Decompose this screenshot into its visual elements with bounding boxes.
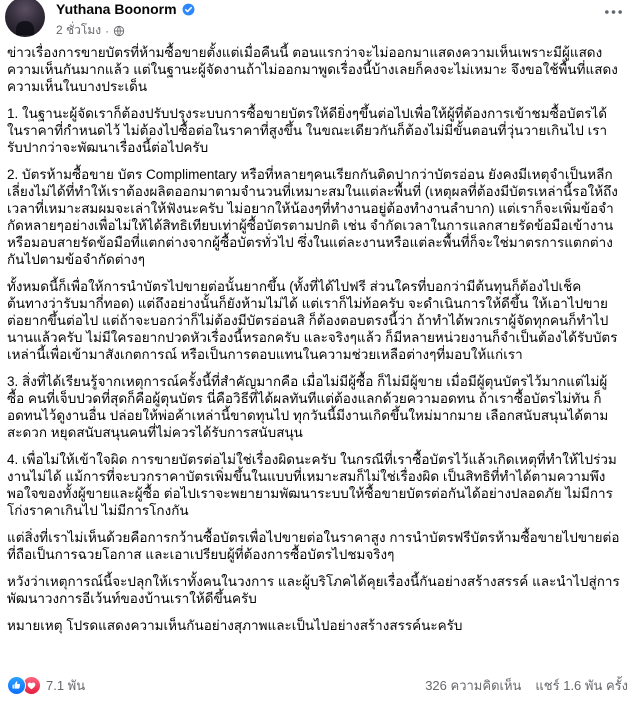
globe-icon (113, 25, 125, 37)
post-paragraph: ข่าวเรื่องการขายบัตรที่ห้ามซื้อขายตั้งแต่เมื่อคืนนี้ ตอนแรกว่าจะไม่ออกมาแสดงความเห็นเพราะมีผู้แสดงความเห็นกันมากแล้ว แต่ในฐานะผู้จัดงานถ้าไม่ออกมาพูดเรื่องนี้บ้างเลยก็คงจะไม่เหมาะ จึงขอใช้พื้นที่แสดงความเห็นในบางประเด็น (7, 45, 618, 94)
more-options-button[interactable] (599, 1, 627, 23)
post-body (0, 42, 640, 634)
header-meta (56, 0, 195, 40)
comment-count[interactable]: 326 ความคิดเห็น (425, 677, 522, 693)
avatar[interactable] (5, 0, 45, 37)
post-paragraph: 3. สิ่งที่ได้เรียนรู้จากเหตุการณ์ครั้งนี้ที่สำคัญมากคือ เมื่อไม่มีผู้ซื้อ ก็ไม่มีผู้ขาย เมื่อมีผู้ตุนบัตรไว้มากแต่ไม่ผู้ซื้อ คนที่เจ็บปวดที่สุดก็คือผู้ตุนบัตร นี่คือวิธีที่ได้ผลทันทีแต่ต้องแลกด้วยความอดทน ถ้าเราซื้อบัตรไม่ทัน ก็อดทนไว้ดูงานอื่น ปล่อยให้พ่อค้าเหล่านี้ขาดทุนไป ทุกวันนี้มีงานเกิดขึ้นใหม่มากมาย เลือกสนับสนุนได้ตามสะดวก หยุดสนับสนุนคนที่ไม่ควรได้รับการสนับสนุน (7, 374, 609, 440)
post-header (0, 0, 640, 42)
post-paragraph: หวังว่าเหตุการณ์นี้จะปลุกให้เราทั้งคนในวงการ และผู้บริโภคได้คุยเรื่องนี้กันอย่างสร้างสรรค์ และนำไปสู่การพัฒนาวงการอีเว้นท์ของบ้านเราให้ดีขึ้นครับ (7, 574, 620, 606)
post-paragraph: 2. บัตรห้ามซื้อขาย บัตร Complimentary หรือที่หลายๆคนเรียกกันติดปากว่าบัตรอ่อน ยังคงมีเหตุจำเป็นหลีกเลี่ยงไม่ได้ที่ทำให้เราต้องผลิตออกมาตามจำนวนที่เหมาะสมในแต่ละพื้นที่ (เหตุผลที่ต้องมีบัตรเหล่านี้รอให้ถึงเวลาที่เหมาะสมผมจะเล่าให้ฟังนะครับ ไม่อยากให้น้องๆที่ทำงานอยู่ต้องทำงานลำบาก) แต่เราก็จะเพิ่มข้อจำกัดหลายๆอย่างเพื่อไม่ให้ได้สิทธิเทียบเท่าผู้ซื้อบัตรตามปกติ เช่น จำกัดเวลาในการแลกสายรัดข้อมือเข้างาน หรือมอบสายรัดข้อมือที่แตกต่างจากผู้ซื้อบัตรทั่วไป ซึ่งในแต่ละงานหรือแต่ละพื้นที่ก็จะใช่มาตรการแตกต่างกันไปตามข้อจำกัดต่างๆ (7, 167, 618, 267)
post-paragraph: หมายเหตุ โปรดแสดงความเห็นกันอย่างสุภาพและเป็นไปอย่างสร้างสรรค์นะครับ (7, 618, 463, 633)
reactions-summary[interactable] (7, 675, 85, 696)
engagement-bar (0, 672, 640, 698)
like-icon (7, 676, 26, 695)
separator-dot: · (105, 23, 110, 38)
author-name[interactable]: Yuthana Boonorm (56, 1, 177, 17)
post-paragraph: แต่สิ่งที่เราไม่เห็นด้วยคือการกว้านซื้อบัตรเพื่อไปขายต่อในราคาสูง การนำบัตรฟรีบัตรห้ามซื้อขายไปขายต่อ ที่ถือเป็นการฉวยโอกาส และเอาเปรียบผู้ที่ต้องการซื้อบัตรไปชมจริงๆ (7, 530, 624, 562)
timestamp[interactable]: 2 ชั่วโมง (56, 23, 102, 37)
reaction-icons (7, 676, 41, 695)
post-paragraph: ทั้งหมดนี้ก็เพื่อให้การนำบัตรไปขายต่อนั้นยากขึ้น (ทั้งที่ได้ไปฟรี ส่วนใครที่บอกว่ามีต้นทุนก็ต้องไปเช็คต้นทางว่ารับมากี่ทอด) แต่ถึงอย่างนั้นก็ยังห้ามไม่ได้ แต่เราก็ไม่ท้อครับ จะดำเนินการให้ดีขึ้น ให้เอาไปขายต่อยากขึ้นต่อไป แต่ถ้าจะบอกว่าก็ไม่ต้องมีบัตรอ่อนสิ ก็ต้องตอบตรงนี้ว่า ถ้าทำได้พวกเราผู้จัดทุกคนก็ทำไปนานแล้วครับ ไม่มีใครอยากปวดหัวเรื่องนี้หรอกครับ และจริงๆแล้ว ก็มีหลายหน่วยงานก็จำเป็นต้องได้รับบัตรเหล่านี้เพื่อเข้ามาสังเกตการณ์ หรือเป็นการตอบแทนในความช่วยเหลือต่างๆที่มอบให้แก่เรา (7, 279, 618, 362)
share-count[interactable]: แชร์ 1.6 พัน ครั้ง (535, 677, 628, 693)
post-paragraph: 4. เพื่อไม่ให้เข้าใจผิด การขายบัตรต่อไม่ใช่เรื่องผิดนะครับ ในกรณีที่เราซื้อบัตรไว้แล้วเกิดเหตุที่ทำให้ไปร่วมงานไม่ได้ แม้การที่จะบวกราคาบัตรเพิ่มขึ้นในแบบที่เหมาะสมก็ไม่ใช่เรื่องผิด เป็นสิทธิที่ทำได้ตามความพึงพอใจของทั้งผู้ขายและผู้ซื้อ ต่อไปเราจะพยายามพัฒนาระบบให้ซื้อขายบัตรต่อกันได้อย่างปลอดภัย ไม่มีการโก่งราคาเกินไป ไม่มีการโกงกัน (7, 452, 617, 518)
reaction-count[interactable]: 7.1 พัน (46, 677, 86, 693)
more-options-icon (604, 9, 623, 15)
verified-badge-icon (182, 3, 195, 16)
post-paragraph: 1. ในฐานะผู้จัดเราก็ต้องปรับปรุงระบบการซื้อขายบัตรให้ดียิ่งๆขึ้นต่อไปเพื่อให้ผู้ที่ต้องการเข้าชมซื้อบัตรได้ในราคาที่กำหนดไว้ ไม่ต้องไปซื้อต่อในราคาที่สูงขึ้น ในขณะเดียวกันก็ต้องไม่มีขั้นตอนที่วุ่นวายเกินไป เรารับปากว่าจะพัฒนาเรื่องนี้ต่อไปครับ (7, 106, 608, 155)
